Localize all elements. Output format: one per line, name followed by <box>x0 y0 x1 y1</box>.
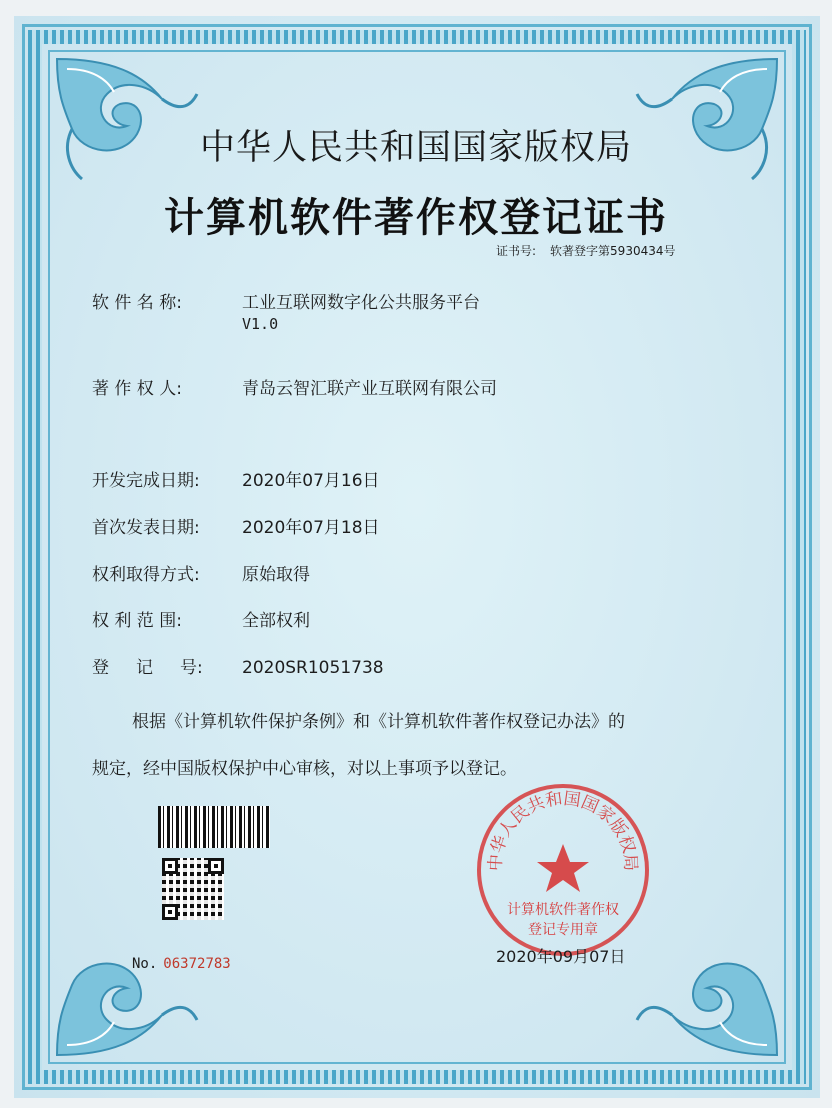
acquisition-method-value: 原始取得 <box>242 565 310 585</box>
certificate-title: 计算机软件著作权登记证书 <box>164 195 668 241</box>
field-registration-number <box>92 653 384 678</box>
serial-number <box>132 956 231 972</box>
field-pub-date <box>92 513 380 538</box>
legal-basis-line-2: 规定，经中国版权保护中心审核，对以上事项予以登记。 <box>92 759 517 779</box>
seal-ring-text: 中华人民共和国国家版权局 <box>485 788 641 872</box>
barcode-image <box>158 806 270 848</box>
corner-ornament-bottom-left <box>52 930 202 1060</box>
owner-value: 青岛云智汇联产业互联网有限公司 <box>242 379 497 399</box>
serial-number-value: 06372783 <box>163 956 231 972</box>
pub-date-value: 2020年07月18日 <box>242 518 380 538</box>
registration-number-label: 登 记 号: <box>92 658 203 678</box>
acquisition-method-label: 权利取得方式: <box>92 565 200 585</box>
issue-date: 2020年09月07日 <box>496 947 626 966</box>
software-version-value: V1.0 <box>242 315 279 333</box>
registration-number-value: 2020SR1051738 <box>242 658 384 678</box>
dev-date-label: 开发完成日期: <box>92 471 200 491</box>
field-scope <box>92 606 310 631</box>
qr-code-image <box>162 858 224 920</box>
seal-line-2: 登记专用章 <box>528 922 598 938</box>
legal-basis-line-1: 根据《计算机软件保护条例》和《计算机软件著作权登记办法》的 <box>132 712 625 732</box>
field-dev-date <box>92 466 380 491</box>
software-name-label: 软 件 名 称: <box>92 293 182 313</box>
certificate-number-label: 证书号: <box>496 244 537 258</box>
official-seal <box>475 782 651 958</box>
pub-date-label: 首次发表日期: <box>92 518 200 538</box>
seal-star-icon <box>537 844 589 892</box>
certificate-number-value: 软著登字第5930434号 <box>550 244 676 258</box>
certificate <box>14 16 820 1098</box>
certificate-number <box>496 242 676 259</box>
scope-label: 权 利 范 围: <box>92 611 182 631</box>
seal-line-1: 计算机软件著作权 <box>507 902 619 918</box>
corner-ornament-bottom-right <box>632 930 782 1060</box>
field-acquisition-method <box>92 560 310 585</box>
dev-date-value: 2020年07月16日 <box>242 471 380 491</box>
owner-label: 著 作 权 人: <box>92 379 182 399</box>
issuing-authority-title: 中华人民共和国国家版权局 <box>199 128 632 168</box>
field-software-name <box>92 288 480 333</box>
field-owner <box>92 374 497 399</box>
software-name-value: 工业互联网数字化公共服务平台 <box>242 293 480 313</box>
serial-prefix: No. <box>132 956 158 972</box>
scope-value: 全部权利 <box>242 611 310 631</box>
